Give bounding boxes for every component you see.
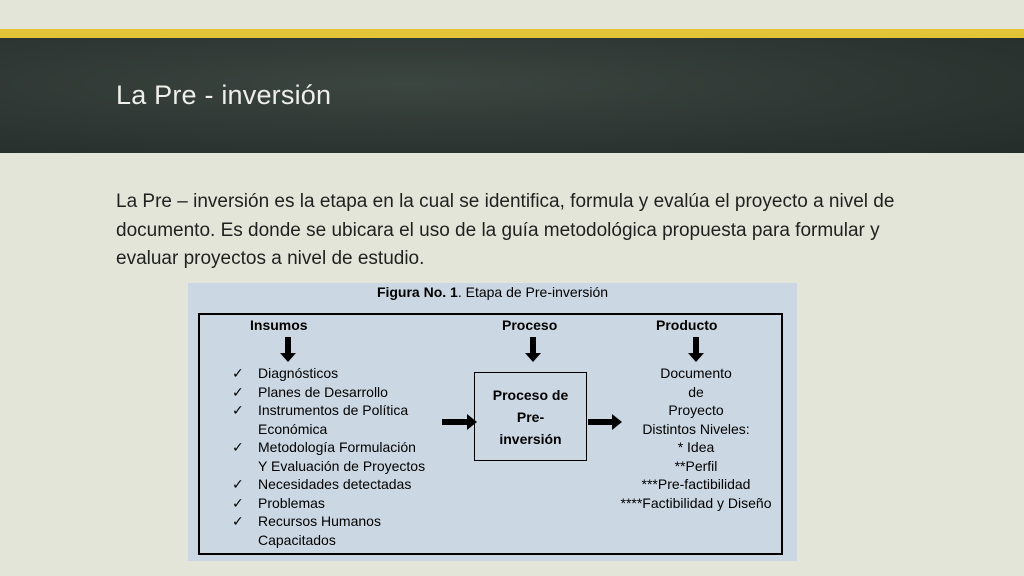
inputs-list-item <box>232 383 425 402</box>
column-header-inputs: Insumos <box>250 317 308 333</box>
inputs-list-item-text: Diagnósticos <box>258 365 339 381</box>
checkmark-icon: ✓ <box>232 365 244 381</box>
process-box-line: Proceso de <box>492 386 569 403</box>
slide-title: La Pre - inversión <box>116 80 332 110</box>
inputs-list-item <box>232 438 425 475</box>
accent-line <box>0 29 1024 38</box>
figure-caption-label: Figura No. 1 <box>376 284 458 300</box>
figure-caption-text: . Etapa de Pre-inversión <box>457 284 609 300</box>
inputs-checklist <box>232 364 425 549</box>
product-line: Proyecto <box>668 402 724 418</box>
inputs-list-item-text: Económica <box>258 420 328 437</box>
inputs-list-item-text: Instrumentos de Política <box>258 402 409 418</box>
process-box-line: inversión <box>499 430 562 447</box>
process-box-line: Pre- <box>516 408 545 425</box>
inputs-list-item-text: Recursos Humanos <box>258 513 381 529</box>
inputs-list-item <box>232 475 425 494</box>
inputs-list-item-text: Necesidades detectadas <box>258 476 412 492</box>
figure-caption <box>188 284 797 300</box>
slide-body-text: La Pre – inversión es la etapa en la cual se identifica, formula y evalúa el proyecto a nivel de documento. Es donde se ubicara el uso de la guía metodológica propuesta para formular y evaluar proyectos a nivel de estudio. <box>116 191 895 269</box>
arrow-right-to-process <box>442 419 468 425</box>
product-line: * Idea <box>677 439 715 455</box>
inputs-list-item <box>232 401 425 438</box>
inputs-list-item-text: Capacitados <box>258 531 336 548</box>
product-line: Distintos Niveles: <box>642 420 750 437</box>
product-line: Documento <box>660 365 732 381</box>
checkmark-icon: ✓ <box>232 494 244 511</box>
column-header-process: Proceso <box>502 317 558 333</box>
inputs-list-item-text: Planes de Desarrollo <box>258 383 388 400</box>
product-line: ***Pre-factibilidad <box>641 476 751 492</box>
inputs-list-item-text: Metodología Formulación <box>258 439 416 455</box>
checkmark-icon: ✓ <box>232 476 244 492</box>
inputs-list-item <box>232 364 425 383</box>
product-line: ****Factibilidad y Diseño <box>620 494 772 511</box>
checkmark-icon: ✓ <box>232 402 244 418</box>
checkmark-icon: ✓ <box>232 383 244 400</box>
product-line: **Perfil <box>674 457 718 474</box>
inputs-list-item-text: Y Evaluación de Proyectos <box>258 457 426 474</box>
checkmark-icon: ✓ <box>232 513 244 529</box>
arrow-down-inputs <box>285 337 291 355</box>
inputs-list-item-text: Problemas <box>258 494 325 511</box>
product-description <box>578 364 814 512</box>
inputs-list-item <box>232 494 425 513</box>
product-line: de <box>688 383 704 400</box>
arrow-down-process <box>530 337 536 355</box>
inputs-list-item <box>232 512 425 549</box>
process-box <box>474 372 587 461</box>
arrow-down-product <box>693 337 699 355</box>
top-strip <box>0 0 1024 29</box>
checkmark-icon: ✓ <box>232 439 244 455</box>
column-header-product: Producto <box>656 317 718 333</box>
